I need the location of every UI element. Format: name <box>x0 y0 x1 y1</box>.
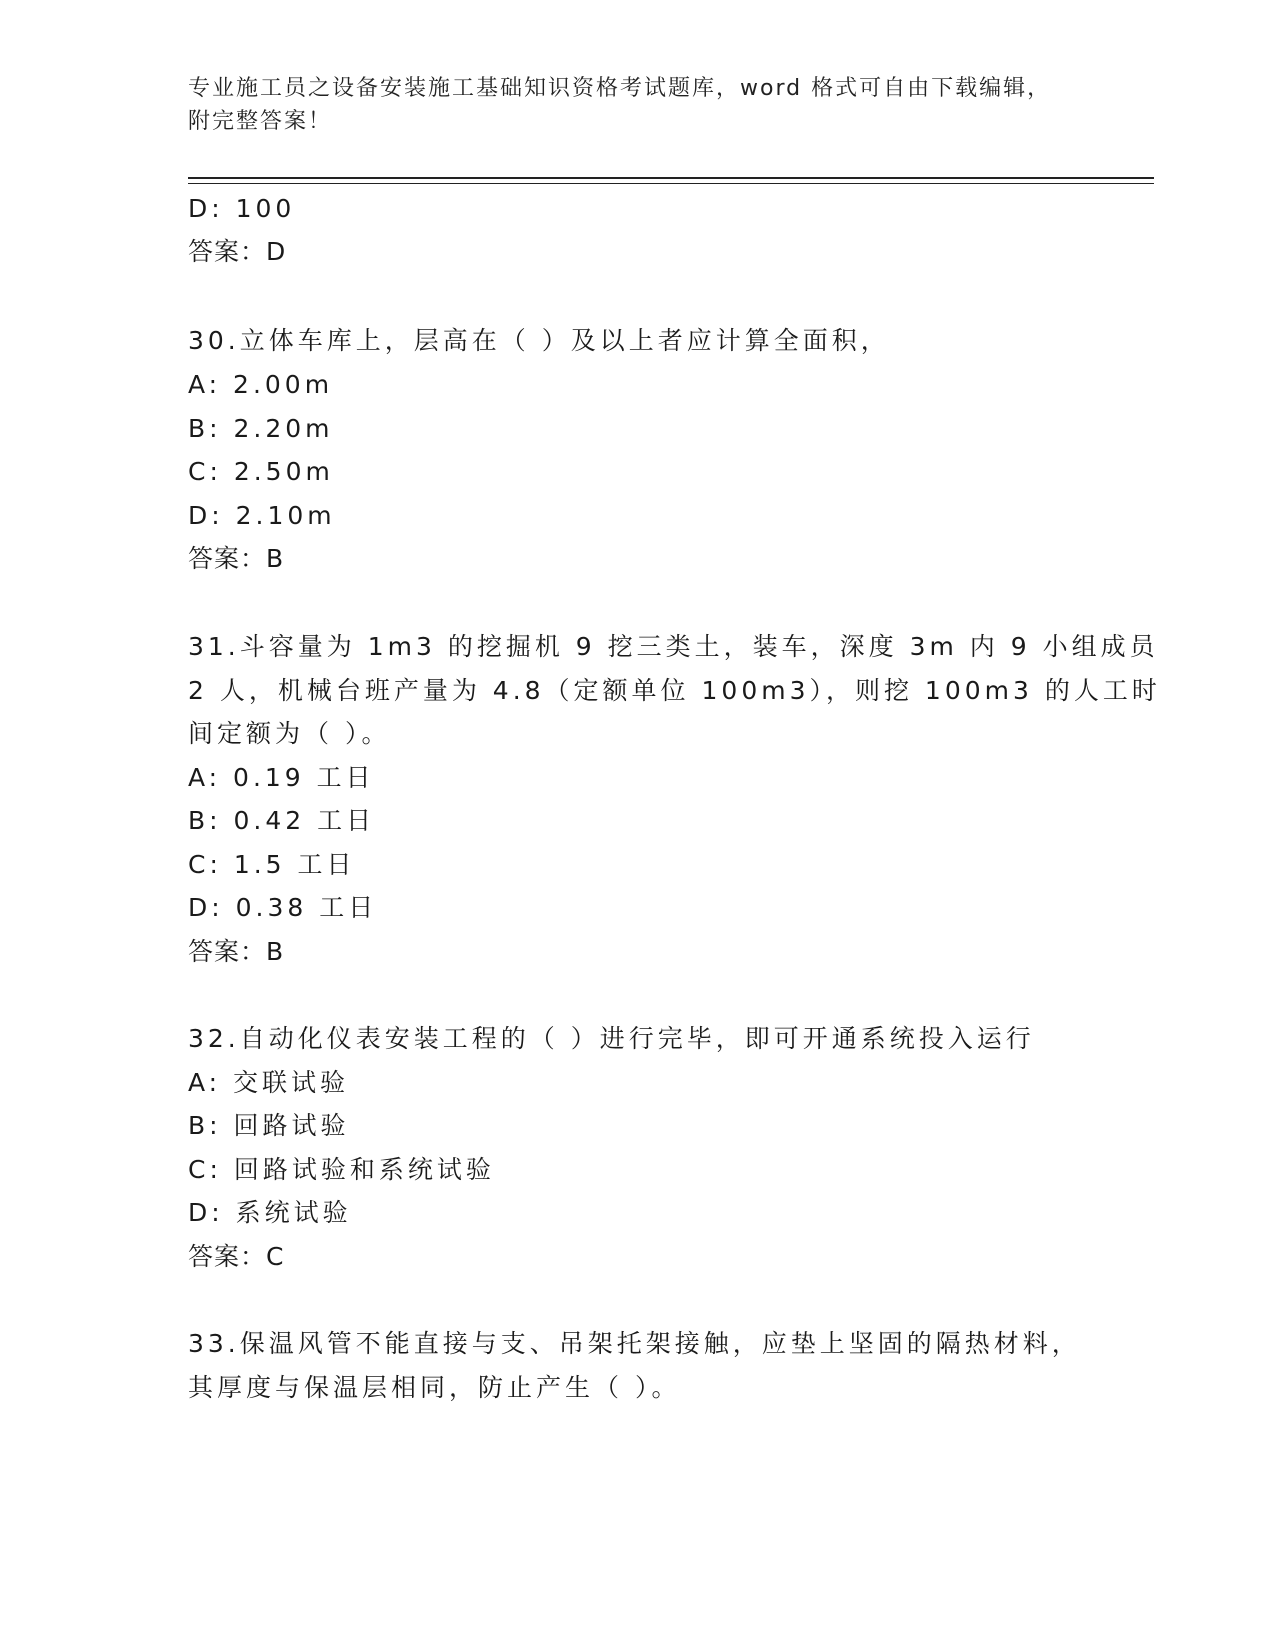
q31-option-a: A: 0.19 工日 <box>188 763 375 792</box>
header-line-1: 专业施工员之设备安装施工基础知识资格考试题库，word 格式可自由下载编辑， <box>188 76 1052 101</box>
header-line-2: 附完整答案！ <box>188 109 333 134</box>
q31-stem-line-1: 31.斗容量为 1m3 的挖掘机 9 挖三类土，装车，深度 3m 内 9 小组成员 <box>188 632 1159 661</box>
q32-option-d: D: 系统试验 <box>188 1198 352 1227</box>
q30-option-d: D: 2.10m <box>188 501 336 530</box>
header-divider-thick <box>188 177 1154 179</box>
q32-stem-line-1: 32.自动化仪表安装工程的（ ）进行完毕，即可开通系统投入运行 <box>188 1024 1035 1053</box>
q32-option-b: B: 回路试验 <box>188 1111 350 1140</box>
q30-answer: 答案：B <box>188 544 285 573</box>
q31-option-d: D: 0.38 工日 <box>188 893 378 922</box>
q32-option-c: C: 回路试验和系统试验 <box>188 1155 495 1184</box>
q30-stem-line-1: 30.立体车库上，层高在（ ）及以上者应计算全面积， <box>188 326 890 355</box>
q31-answer: 答案：B <box>188 937 285 966</box>
header-divider-thin <box>188 183 1154 184</box>
q31-stem-line-3: 间定额为（ ）。 <box>188 719 391 748</box>
q33-stem-line-1: 33.保温风管不能直接与支、吊架托架接触，应垫上坚固的隔热材料， <box>188 1329 1081 1358</box>
q32-answer: 答案：C <box>188 1242 285 1271</box>
page-header <box>188 72 1068 138</box>
q31-option-c: C: 1.5 工日 <box>188 850 356 879</box>
q33-stem-line-2: 其厚度与保温层相同，防止产生（ ）。 <box>188 1373 681 1402</box>
prev-option-d: D: 100 <box>188 194 296 223</box>
prev-answer: 答案：D <box>188 237 287 266</box>
q32-option-a: A: 交联试验 <box>188 1068 350 1097</box>
q30-option-a: A: 2.00m <box>188 370 334 399</box>
q30-option-c: C: 2.50m <box>188 457 334 486</box>
q31-option-b: B: 0.42 工日 <box>188 806 376 835</box>
q30-option-b: B: 2.20m <box>188 414 334 443</box>
q31-stem-line-2: 2 人，机械台班产量为 4.8（定额单位 100m3），则挖 100m3 的人工时 <box>188 676 1161 705</box>
